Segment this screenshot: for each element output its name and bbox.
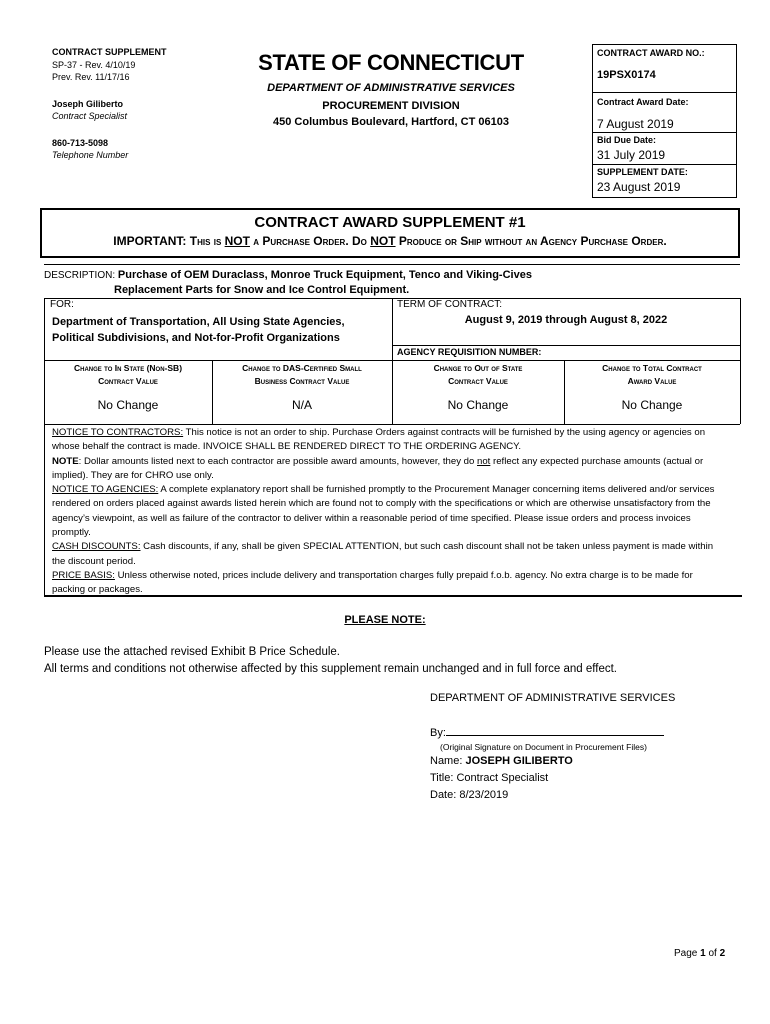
value-in-state: No Change [97, 398, 159, 412]
name-label: Name: [430, 755, 466, 767]
requisition-label: AGENCY REQUISITION NUMBER: [397, 347, 542, 357]
supplement-banner [40, 208, 740, 258]
supplement-date-value: 23 August 2019 [597, 180, 681, 194]
term-value: August 9, 2019 through August 8, 2022 [464, 314, 668, 326]
notice-to-contractors [52, 426, 728, 455]
department-name: DEPARTMENT OF ADMINISTRATIVE SERVICES [267, 82, 515, 94]
page-of: of [705, 948, 720, 959]
header-out-of-state-line-1: Change to Out of State [433, 363, 523, 373]
signer-name [430, 753, 675, 770]
agencies-text: A complete explanatory report shall be furnished promptly to the Procurement Manager concerning items delivered and/or services rendered on orders placed against awards listed herein which are found not to comply with the specifications or which are otherwise unsatisfactory from the agency’s viewpoint, as well as failure of the contractor to deliver within a reasonable period of time specified. Please issue orders and process invoices promptly. [52, 484, 715, 539]
division-name: PROCUREMENT DIVISION [322, 100, 460, 112]
header-out-of-state-line-2: Contract Value [448, 376, 508, 386]
price-basis [52, 569, 728, 598]
please-note-heading: PLEASE NOTE: [344, 614, 426, 626]
body-text [44, 644, 617, 678]
signature-line [446, 723, 664, 736]
body-line-2: All terms and conditions not otherwise affected by this supplement remain unchanged and in full force and effect. [44, 663, 618, 675]
page-number [674, 948, 725, 959]
header-in-state-line-2: Contract Value [98, 376, 158, 386]
signer-title: Title: Contract Specialist [430, 772, 549, 784]
page-current: 1 [700, 948, 706, 959]
contact-title: Contract Specialist [52, 111, 128, 121]
header-total-line-2: Award Value [627, 376, 677, 386]
header-das-small-business [212, 362, 392, 388]
form-revision: SP-37 - Rev. 4/10/19 [52, 59, 136, 70]
notices-block [52, 426, 728, 598]
term-label: TERM OF CONTRACT: [397, 299, 502, 310]
price-label: PRICE BASIS: [52, 569, 115, 581]
header-das-line-1: Change to DAS-Certified Small [242, 363, 362, 373]
award-no-label: CONTRACT AWARD NO.: [597, 48, 705, 58]
signature-block [430, 690, 675, 804]
note-label: NOTE [52, 455, 79, 467]
phone-label: Telephone Number [52, 150, 129, 160]
price-text: Unless otherwise noted, prices include delivery and transportation charges fully prepaid f.o.b. agency. No extra charge is to be made for packing or packages. [52, 569, 693, 596]
signature-department: DEPARTMENT OF ADMINISTRATIVE SERVICES [430, 692, 676, 704]
note [52, 455, 728, 484]
previous-revision: Prev. Rev. 11/17/16 [52, 72, 130, 82]
award-date-value: 7 August 2019 [597, 117, 674, 131]
cash-text: Cash discounts, if any, shall be given SPECIAL ATTENTION, but such cash discount shall not be taken unless payment is made within the discount period. [52, 541, 714, 567]
notice-to-agencies [52, 483, 728, 540]
important-not-2: NOT [370, 234, 396, 248]
award-date-label: Contract Award Date: [597, 97, 689, 107]
important-text-1: IMPORTANT: This is [113, 234, 225, 248]
description-block [44, 268, 532, 298]
important-text-2: a Purchase Order. Do [249, 234, 371, 248]
header-center-block [236, 50, 546, 128]
header-in-state [44, 362, 212, 388]
for-line-1: Department of Transportation, All Using State Agencies, [52, 316, 345, 328]
contract-award-box [592, 44, 737, 198]
note-text-a: : Dollar amounts listed next to each contractor are possible award amounts, however, they do [78, 455, 478, 467]
header-total-award [564, 362, 740, 388]
contractors-text: This notice is not an order to ship. Purchase Orders against contracts will be furnished by the using agency or agencies on whose behalf the contract is made. INVOICE SHALL BE RENDERED DIRECT TO THE ORDERING AGENCY. [52, 427, 706, 453]
state-title: STATE OF CONNECTICUT [258, 50, 524, 75]
for-label: FOR: [50, 299, 74, 310]
original-signature-note: (Original Signature on Document in Procurement Files) [440, 742, 647, 752]
page-prefix: Page [674, 948, 701, 959]
important-notice [42, 234, 738, 248]
header-total-line-1: Change to Total Contract [602, 363, 702, 373]
signature-by-line [430, 723, 675, 742]
important-text-3: Produce or Ship without an Agency Purchase Order. [395, 234, 667, 248]
value-total-award: No Change [621, 398, 683, 412]
supplement-title: CONTRACT AWARD SUPPLEMENT #1 [254, 214, 526, 231]
agencies-label: NOTICE TO AGENCIES: [52, 484, 159, 496]
bid-due-label: Bid Due Date: [597, 135, 657, 145]
cash-label: CASH DISCOUNTS: [52, 541, 141, 553]
header-in-state-line-1: Change to In State (Non-SB) [73, 363, 183, 373]
for-recipients [52, 314, 345, 346]
cash-discounts [52, 540, 728, 569]
supplement-date-label: SUPPLEMENT DATE: [597, 167, 688, 177]
description-label: DESCRIPTION: [44, 270, 118, 281]
page-total: 2 [719, 948, 726, 959]
for-line-2: Political Subdivisions, and Not-for-Profit Organizations [52, 332, 340, 344]
contact-name: Joseph Giliberto [52, 98, 124, 109]
value-das-small-business: N/A [291, 398, 312, 412]
note-not: not [477, 455, 491, 467]
header-das-line-2: Business Contract Value [254, 376, 350, 386]
division-address: 450 Columbus Boulevard, Hartford, CT 06103 [273, 116, 509, 128]
by-label: By: [430, 727, 446, 739]
bid-due-value: 31 July 2019 [597, 148, 666, 162]
contact-phone: 860-713-5098 [52, 137, 109, 148]
header-out-of-state [392, 362, 564, 388]
value-out-of-state: No Change [447, 398, 509, 412]
note-text-b: reflect any expected purchase amounts (actual or implied). They are for CHRO use only. [52, 455, 704, 481]
important-not-1: NOT [224, 234, 250, 248]
description-line-1: Purchase of OEM Duraclass, Monroe Truck Equipment, Tenco and Viking-Cives [117, 269, 532, 281]
contractors-label: NOTICE TO CONTRACTORS: [52, 427, 184, 438]
award-no-value: 19PSX0174 [597, 69, 656, 81]
header-left-block [52, 46, 167, 162]
form-name: CONTRACT SUPPLEMENT [52, 47, 167, 57]
name-value: JOSEPH GILIBERTO [465, 755, 573, 767]
description-line-2: Replacement Parts for Snow and Ice Control Equipment. [114, 284, 410, 296]
signature-date: Date: 8/23/2019 [430, 789, 509, 801]
body-line-1: Please use the attached revised Exhibit B Price Schedule. [44, 646, 340, 658]
